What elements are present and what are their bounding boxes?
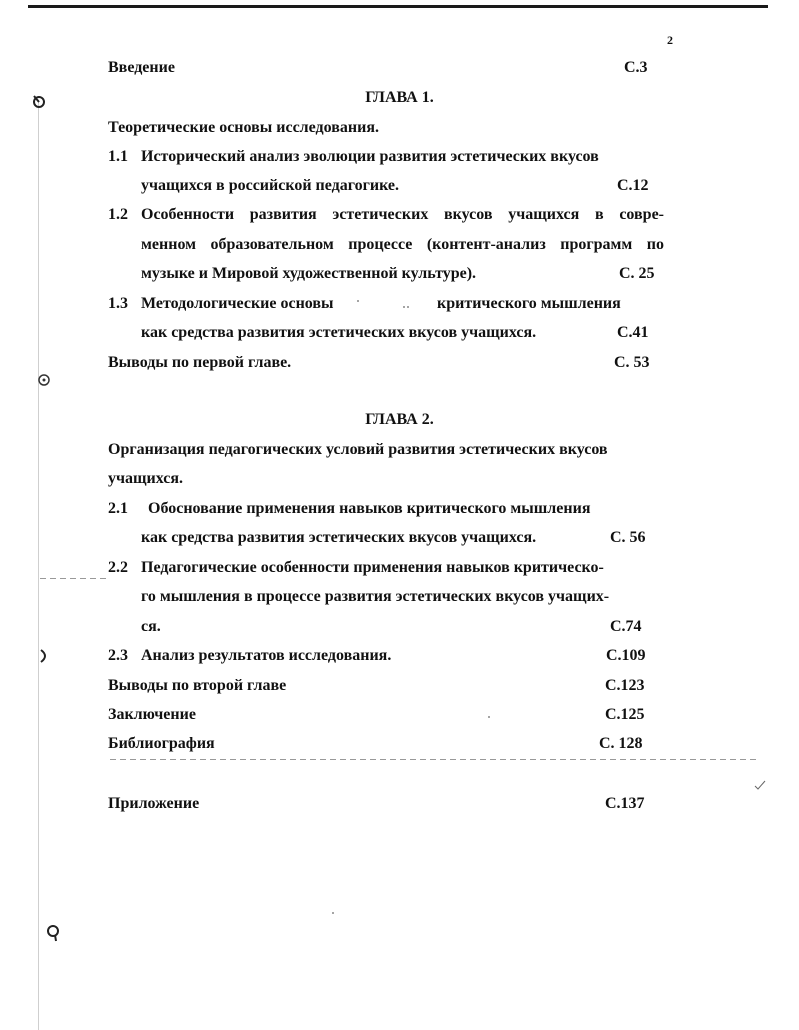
toc-1-2-number: 1.2: [108, 206, 128, 223]
toc-1-1-line2: учащихся в российской педагогике.: [141, 177, 400, 194]
toc-1-1-line1: Исторический анализ эволюции развития эстетических вкусов: [141, 148, 599, 165]
toc-2-2-page: С.74: [610, 618, 642, 635]
toc-1-1-number: 1.1: [108, 148, 128, 165]
top-border-line: [28, 5, 768, 8]
toc-2-3-number: 2.3: [108, 647, 128, 664]
toc-1-3-line1-end: критического мышления: [437, 295, 621, 312]
pencil-tick-icon: [754, 780, 766, 790]
toc-1-3-line1-start: Методологические основы: [141, 295, 334, 312]
scan-speck: [357, 300, 359, 302]
toc-2-1-number: 2.1: [108, 500, 128, 517]
toc-bibliography-page: С. 128: [599, 735, 643, 752]
toc-1-2-line1: Особенности развития эстетических вкусов учащихся в совре-: [141, 206, 664, 223]
toc-2-1-line2: как средства развития эстетических вкусов учащихся.: [141, 529, 537, 546]
chapter2-heading: ГЛАВА 2.: [365, 411, 434, 428]
toc-bibliography-title: Библиография: [108, 735, 215, 752]
toc-intro-page: С.3: [624, 59, 648, 76]
chapter2-conclusion-title: Выводы по второй главе: [108, 677, 287, 694]
toc-1-1-page: С.12: [617, 177, 649, 194]
scan-speck: [332, 912, 334, 914]
chapter2-title-line1: Организация педагогических условий развития эстетических вкусов: [108, 441, 608, 458]
chapter1-heading: ГЛАВА 1.: [365, 89, 434, 106]
toc-final-page: С.125: [605, 706, 645, 723]
toc-2-3-page: С.109: [606, 647, 646, 664]
toc-1-3-line2: как средства развития эстетических вкусов учащихся.: [141, 324, 537, 341]
chapter2-title-line2: учащихся.: [108, 470, 184, 487]
punch-mark-icon: [36, 372, 52, 388]
toc-2-2-line2: го мышления в процессе развития эстетических вкусов учащих-: [141, 588, 610, 605]
scan-dashed-line: [40, 578, 110, 579]
chapter1-conclusion-page: С. 53: [614, 354, 650, 371]
scan-speck: [403, 306, 405, 308]
toc-1-3-page: С.41: [617, 324, 649, 341]
toc-1-2-line3: музыке и Мировой художественной культуре).: [141, 265, 477, 282]
toc-appendix-title: Приложение: [108, 795, 200, 812]
chapter2-conclusion-page: С.123: [605, 677, 645, 694]
scan-dashed-line: [110, 759, 760, 760]
binding-edge-line: [38, 100, 39, 1030]
toc-2-2-number: 2.2: [108, 559, 128, 576]
toc-intro-title: Введение: [108, 59, 175, 76]
page-number: 2: [667, 33, 673, 47]
toc-appendix-page: С.137: [605, 795, 645, 812]
punch-mark-icon: [38, 648, 52, 664]
scan-speck: [488, 716, 490, 718]
toc-2-1-page: С. 56: [610, 529, 646, 546]
punch-mark-icon: [44, 923, 62, 943]
toc-2-1-line1: Обоснование применения навыков критического мышления: [148, 500, 591, 517]
scan-speck: [407, 306, 409, 308]
toc-final-title: Заключение: [108, 706, 196, 723]
chapter1-title: Теоретические основы исследования.: [108, 119, 379, 136]
toc-2-3-title: Анализ результатов исследования.: [141, 647, 392, 664]
toc-2-2-line3: ся.: [141, 618, 161, 635]
toc-1-3-number: 1.3: [108, 295, 128, 312]
chapter1-conclusion-title: Выводы по первой главе.: [108, 354, 292, 371]
toc-2-2-line1: Педагогические особенности применения навыков критическо-: [141, 559, 604, 576]
toc-1-2-line2: менном образовательном процессе (контент-анализ программ по: [141, 236, 664, 253]
toc-1-2-page: С. 25: [619, 265, 655, 282]
